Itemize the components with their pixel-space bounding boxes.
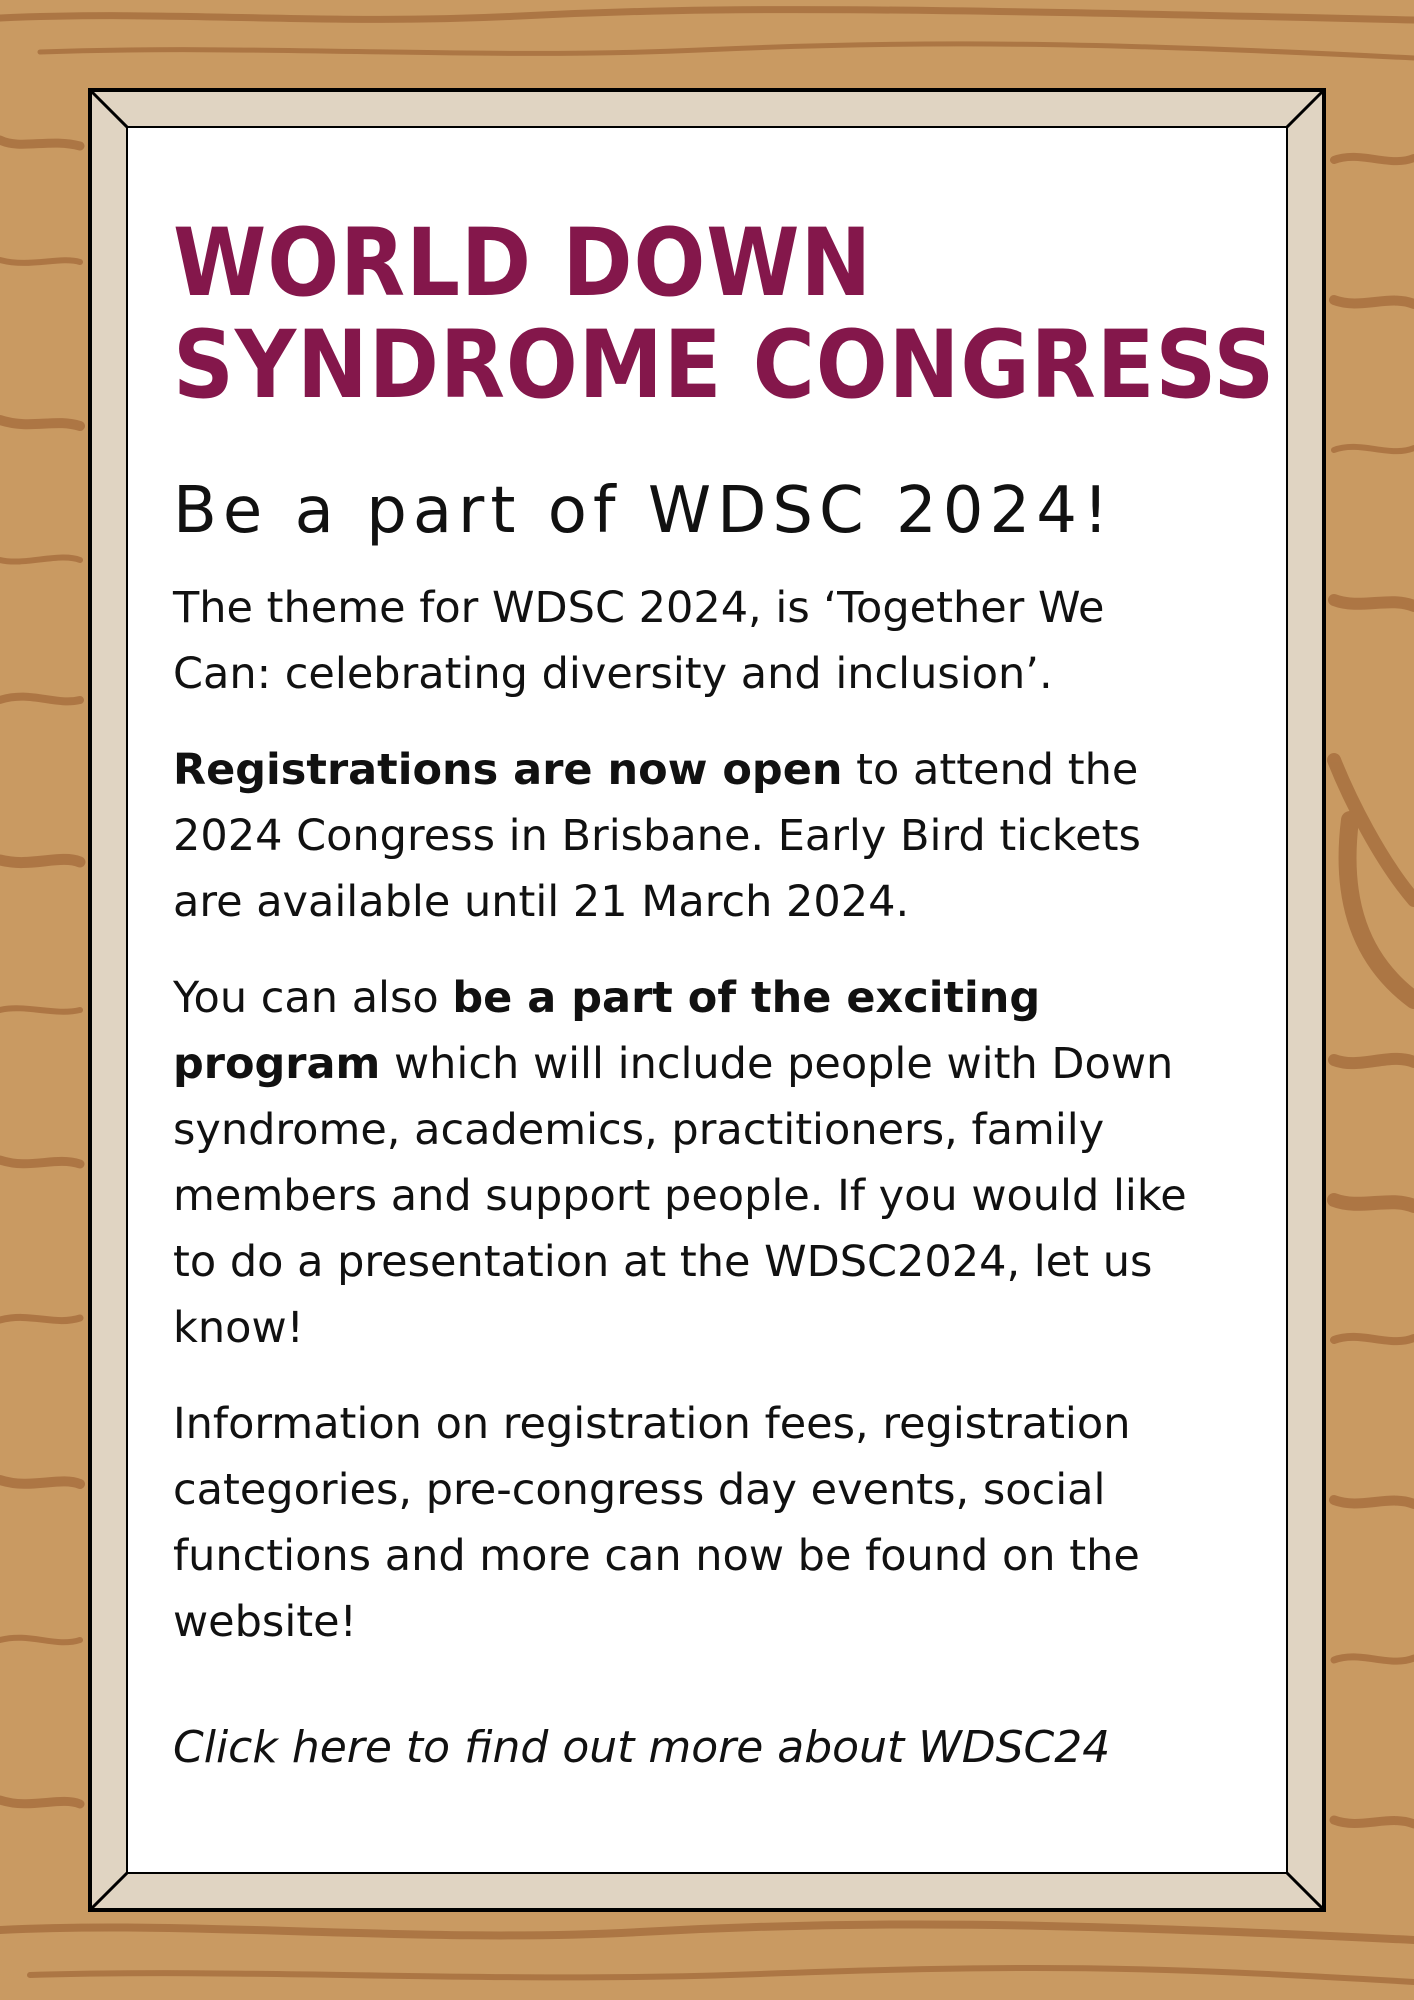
title-line-2: SYNDROME CONGRESS: [173, 311, 1276, 420]
find-out-more-link[interactable]: Click here to find out more about WDSC24: [173, 1722, 1111, 1773]
registration-bold: Registrations are now open: [173, 745, 843, 795]
registration-text: to attend the 2024 Congress in Brisbane. Early Bird tickets are available until 21 March 2024.: [173, 745, 1141, 927]
theme-paragraph: The theme for WDSC 2024, is ‘Together We Can: celebrating diversity and inclusion’.: [173, 583, 1105, 699]
poster-content: [128, 128, 1286, 1872]
poster-subtitle: Be a part of WDSC 2024!: [173, 474, 1115, 548]
information-paragraph: Information on registration fees, registration categories, pre-congress day events, social functions and more can now be found on the website!: [173, 1399, 1140, 1647]
program-text: which will include people with Down syndrome, academics, practitioners, family members and support people. If you would like to do a presentation at the WDSC2024, let us know!: [173, 1039, 1187, 1353]
poster-title: [173, 209, 1276, 420]
registration-paragraph: [173, 737, 1193, 935]
program-bold: be a part of the exciting program: [173, 973, 1041, 1089]
poster-body: [173, 209, 1276, 1781]
title-line-1: WORLD DOWN: [173, 209, 873, 318]
program-intro: You can also: [173, 973, 453, 1023]
program-paragraph: [173, 965, 1193, 1361]
